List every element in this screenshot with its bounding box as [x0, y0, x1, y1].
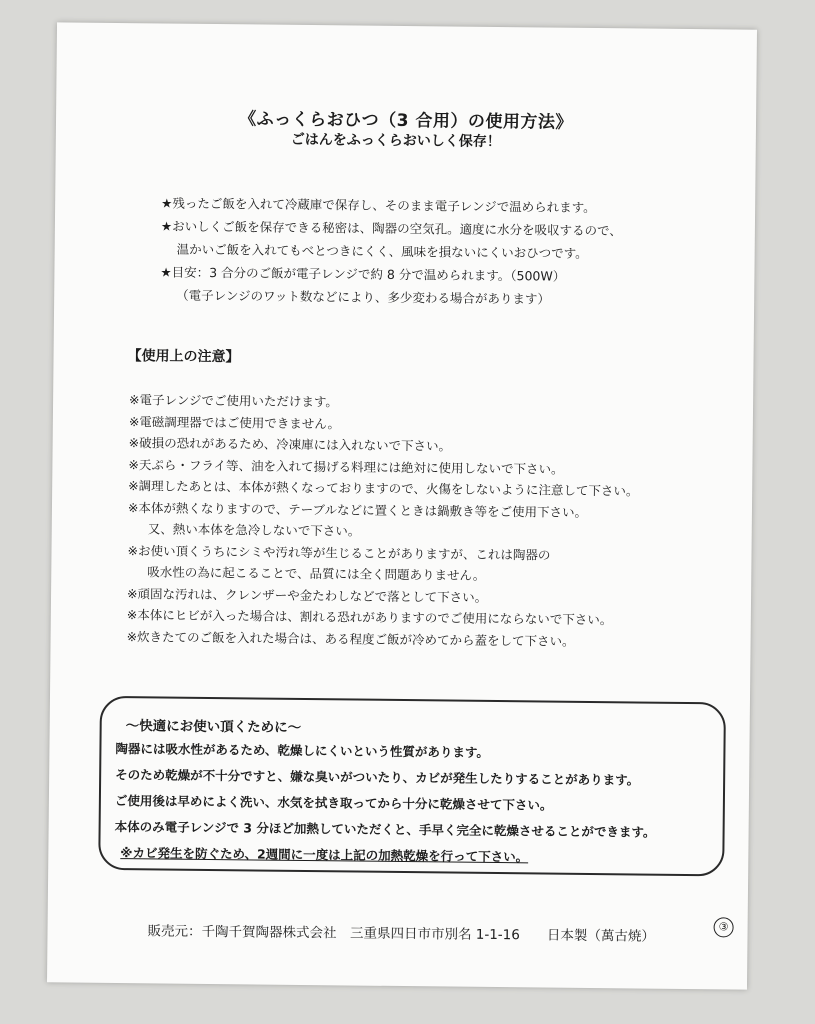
note-line: 又、熱い本体を急冷しないで下さい。: [147, 521, 361, 539]
care-tip-line: ご使用後は早めによく洗い、水気を拭き取ってから十分に乾燥させて下さい。: [114, 793, 553, 813]
note-line: ※調理したあとは、本体が熱くなっておりますので、火傷をしないように注意して下さい。: [128, 478, 639, 499]
note-line: ※炊きたてのご飯を入れた場合は、ある程度ご飯が冷めてから蓋をして下さい。: [126, 628, 575, 649]
page-number: ③: [714, 917, 734, 937]
care-tip-line: 陶器には吸水性があるため、乾燥しにくいという性質があります。: [115, 741, 490, 760]
seller-footer: 販売元：千陶千賀陶器株式会社 三重県四日市市別名 1-1-16 日本製（萬古焼）: [147, 923, 655, 945]
care-tip-line: そのため乾燥が不十分ですと、嫌な臭いがついたり、カビが発生したりすることがあります。: [115, 767, 640, 788]
care-tips-lines: [114, 736, 715, 872]
feature-list: [160, 191, 721, 312]
note-line: 吸水性の為に起こることで、品質には全く問題ありません。: [147, 564, 486, 583]
note-line: ※破損の恐れがあるため、冷凍庫には入れないで下さい。: [128, 435, 452, 454]
document-subtitle: ごはんをふっくらおいしく保存！: [290, 131, 501, 151]
care-tip-line: 本体のみ電子レンジで 3 分ほど加熱していただくと、手早く完全に乾燥させることができます。: [114, 819, 656, 840]
document-title: 《ふっくらおひつ（3 合用）の使用方法》: [239, 109, 574, 133]
note-line: ※電磁調理器ではご使用できません。: [128, 413, 341, 431]
feature-line: ★おいしくご飯を保存できる秘密は、陶器の空気孔。適度に水分を吸収するので、: [160, 218, 622, 239]
note-line: ※頑固な汚れは、クレンザーや金たわしなどで落として下さい。: [126, 585, 488, 605]
feature-line: ★目安：3 合分のご飯が電子レンジで約 8 分で温められます。（500W）: [160, 264, 566, 284]
care-tip-warning: ※カビ発生を防ぐため、2週間に一度は上記の加熱乾燥を行って下さい。: [120, 845, 529, 865]
care-tips-title: ～快適にお使い頂くために～: [125, 718, 302, 736]
notes-heading: 【使用上の注意】: [127, 348, 240, 366]
note-line: ※本体が熱くなりますので、テーブルなどに置くときは鍋敷き等をご使用下さい。: [127, 499, 588, 520]
care-tips-box: [98, 696, 726, 877]
feature-line: ★残ったご飯を入れて冷蔵庫で保存し、そのまま電子レンジで温められます。: [161, 195, 596, 216]
note-line: ※電子レンジでご使用いただけます。: [129, 392, 339, 410]
note-line: ※お使い頂くうちにシミや汚れ等が生じることがありますが、これは陶器の: [127, 542, 551, 563]
note-line: ※本体にヒビが入った場合は、割れる恐れがありますのでご使用にならないで下さい。: [126, 607, 613, 628]
feature-line: （電子レンジのワット数などにより、多少変わる場合があります）: [176, 287, 551, 307]
instruction-sheet: [47, 22, 757, 989]
notes-list: [127, 389, 730, 653]
feature-line: 温かいご飯を入れてもべとつきにくく、風味を損ないにくいおひつです。: [176, 241, 588, 261]
note-line: ※天ぷら・フライ等、油を入れて揚げる料理には絶対に使用しないで下さい。: [128, 456, 564, 477]
